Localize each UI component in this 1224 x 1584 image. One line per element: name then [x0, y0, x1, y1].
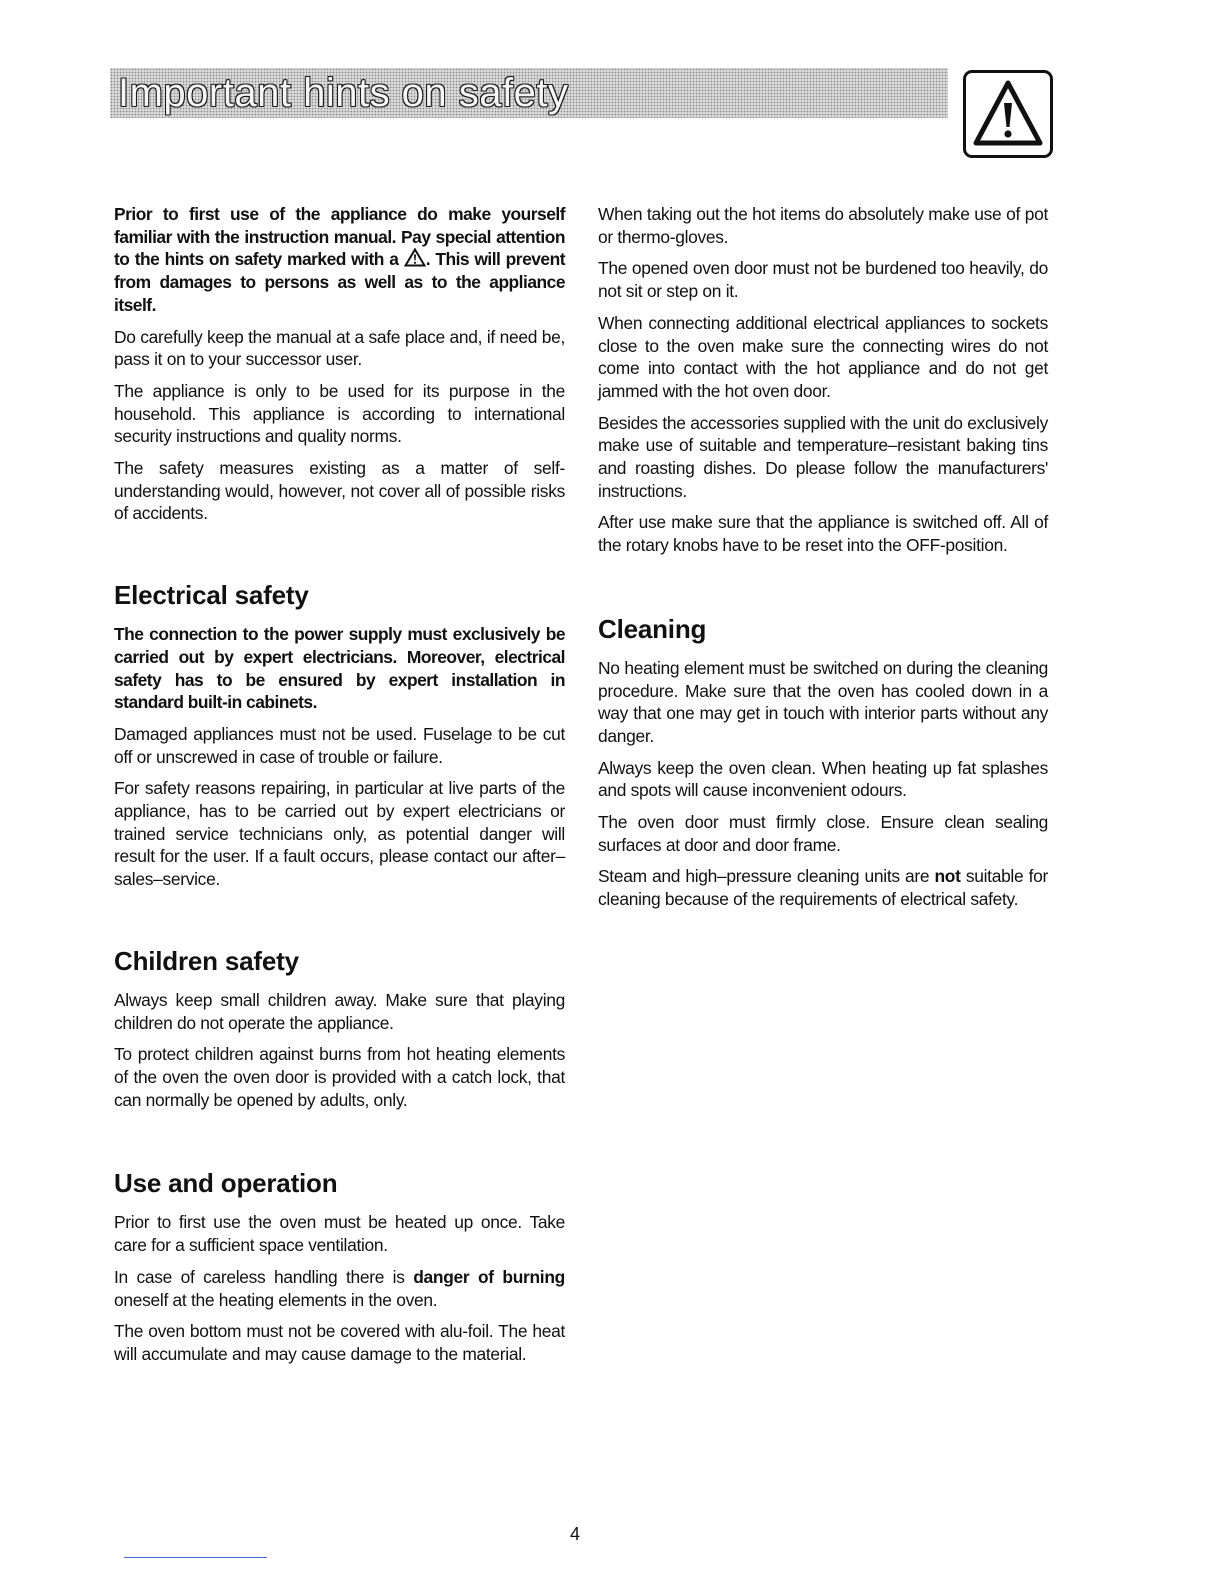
warning-triangle-inline-icon [404, 248, 426, 267]
warning-triangle-icon [972, 79, 1044, 149]
cleaning-paragraph: Always keep the oven clean. When heating up fat splashes and spots will cause inconvenient odours. [598, 757, 1048, 801]
electrical-safety-heading: Electrical safety [114, 580, 309, 611]
use-paragraph: The oven bottom must not be covered with alu-foil. The heat will accumulate and may cause damage to the material. [114, 1321, 565, 1364]
electrical-bold-paragraph: The connection to the power supply must exclusively be carried out by expert electricians. Moreover, electrical safety has to be ensured by expert installation in standard built-in cabinets. [114, 624, 565, 713]
use-paragraph-burning: In case of careless handling there is danger of burning oneself at the heating elements in the oven. [114, 1266, 565, 1310]
warning-sign [963, 70, 1053, 158]
footer-rule [124, 1557, 267, 1558]
right-column [598, 203, 1048, 920]
electrical-paragraph: Damaged appliances must not be used. Fuselage to be cut off or unscrewed in case of trouble or failure. [114, 723, 565, 767]
title-band [110, 68, 948, 118]
electrical-paragraph: For safety reasons repairing, in particular at live parts of the appliance, has to be carried out by expert electricians or trained service technicians only, as potential danger will result for the user. If a fault occurs, please contact our after–sales–service. [114, 778, 565, 890]
right-paragraph: When connecting additional electrical appliances to sockets close to the oven make sure the connecting wires do not come into contact with the hot appliance and do not get jammed with the hot oven door. [598, 312, 1048, 401]
left-column [114, 203, 565, 1375]
children-paragraph: Always keep small children away. Make sure that playing children do not operate the appliance. [114, 989, 565, 1033]
children-safety-heading: Children safety [114, 945, 299, 976]
intro-paragraph: Do carefully keep the manual at a safe place and, if need be, pass it on to your successor user. [114, 326, 565, 370]
right-paragraph: When taking out the hot items do absolutely make use of pot or thermo-gloves. [598, 204, 1048, 247]
children-paragraph: To protect children against burns from hot heating elements of the oven the oven door is provided with a catch lock, that can normally be opened by adults, only. [114, 1044, 565, 1110]
page-title: Important hints on safety [118, 71, 569, 115]
cleaning-heading: Cleaning [598, 613, 707, 644]
right-paragraph: Besides the accessories supplied with the unit do exclusively make use of suitable and temperature–resistant baking tins and roasting dishes. Do please follow the manufacturers' instructions. [598, 412, 1048, 501]
use-paragraph: Prior to first use the oven must be heated up once. Take care for a sufficient space ventilation. [114, 1212, 565, 1256]
cleaning-paragraph: No heating element must be switched on during the cleaning procedure. Make sure that the oven has cooled down in a way that one may get in touch with interior parts without any danger. [598, 657, 1048, 746]
intro-bold: Prior to first use of the appliance do make yourself familiar with the instruction manual. Pay special attention to the hints on safety marked with a . This will prevent from damages to persons as well as to the appliance itself. [114, 204, 565, 315]
right-paragraph: The opened oven door must not be burdened too heavily, do not sit or step on it. [598, 258, 1048, 302]
right-paragraph: After use make sure that the appliance is switched off. All of the rotary knobs have to be reset into the OFF-position. [598, 512, 1048, 556]
intro-paragraph: The safety measures existing as a matter of self-understanding would, however, not cover all of possible risks of accidents. [114, 458, 565, 524]
page-number: 4 [570, 1524, 581, 1544]
cleaning-paragraph-steam: Steam and high–pressure cleaning units are not suitable for cleaning because of the requirements of electrical safety. [598, 866, 1048, 910]
cleaning-paragraph: The oven door must firmly close. Ensure clean sealing surfaces at door and door frame. [598, 812, 1048, 855]
intro-paragraph: The appliance is only to be used for its purpose in the household. This appliance is according to international security instructions and quality norms. [114, 380, 565, 447]
use-operation-heading: Use and operation [114, 1168, 338, 1199]
